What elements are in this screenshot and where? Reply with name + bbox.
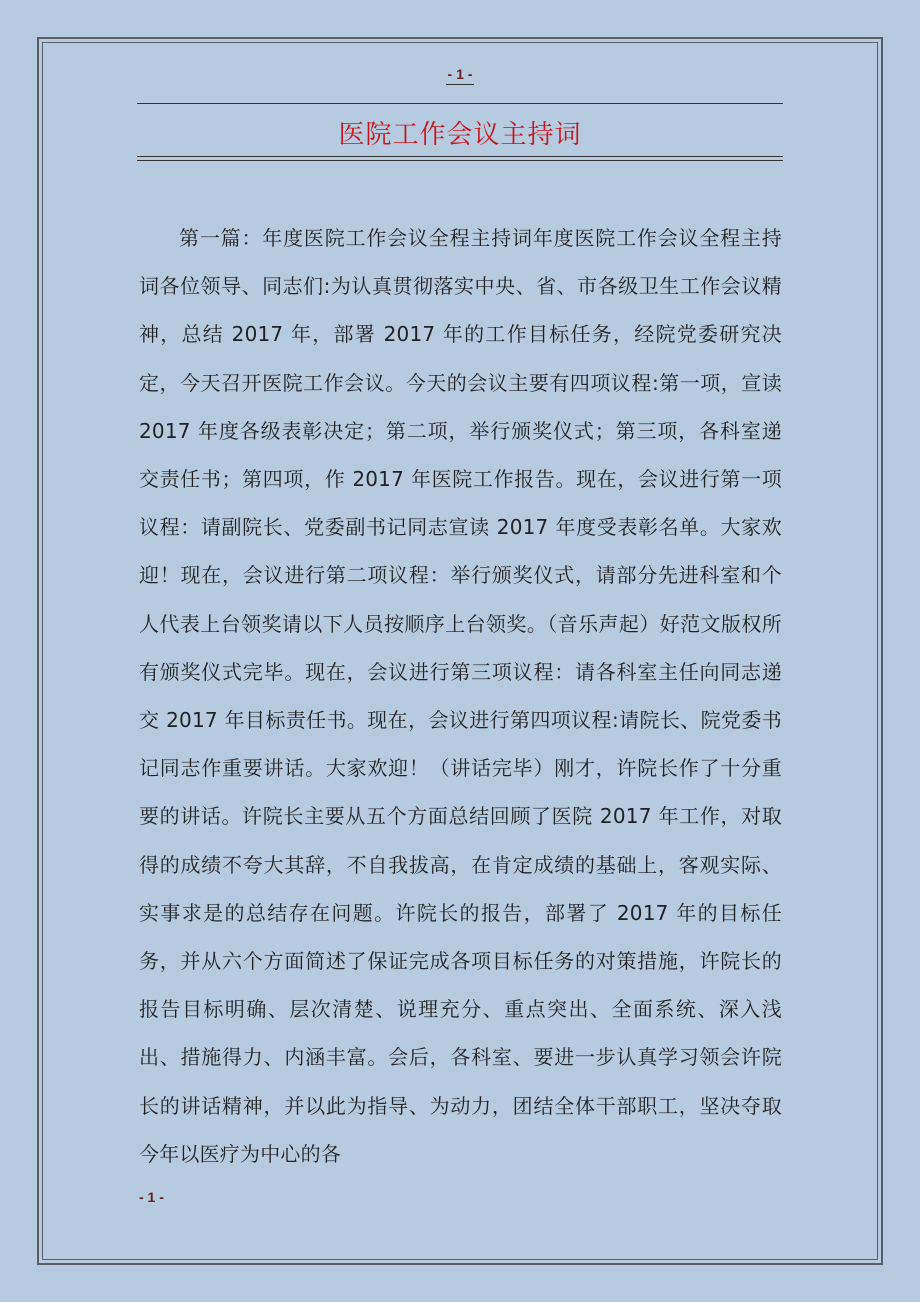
title-rule-bottom: [137, 156, 783, 161]
header-page-number-text: - 1 -: [446, 66, 475, 85]
title-rule-top: [137, 103, 783, 104]
footer-page-number: - 1 -: [139, 1189, 164, 1205]
header-page-number: [0, 66, 920, 85]
document-body: 第一篇：年度医院工作会议全程主持词年度医院工作会议全程主持词各位领导、同志们:为认真贯彻落实中央、省、市各级卫生工作会议精神，总结 2017 年，部署 2017 年的工作目标任务，经院党委研究决定，今天召开医院工作会议。今天的会议主要有四项议程:第一项，宣读 2017 年度各级表彰决定；第二项，举行颁奖仪式；第三项，各科室递交责任书；第四项，作 2017 年医院工作报告。现在，会议进行第一项议程：请副院长、党委副书记同志宣读 2017 年度受表彰名单。大家欢迎！现在，会议进行第二项议程：举行颁奖仪式，请部分先进科室和个人代表上台领奖请以下人员按顺序上台领奖。（音乐声起）好范文版权所有颁奖仪式完毕。现在，会议进行第三项议程：请各科室主任向同志递交 2017 年目标责任书。现在，会议进行第四项议程:请院长、院党委书记同志作重要讲话。大家欢迎！（讲话完毕）刚才，许院长作了十分重要的讲话。许院长主要从五个方面总结回顾了医院 2017 年工作，对取得的成绩不夸大其辞，不自我拔高，在肯定成绩的基础上，客观实际、实事求是的总结存在问题。许院长的报告，部署了 2017 年的目标任务，并从六个方面简述了保证完成各项目标任务的对策措施，许院长的报告目标明确、层次清楚、说理充分、重点突出、全面系统、深入浅出、措施得力、内涵丰富。会后，各科室、要进一步认真学习领会许院长的讲话精神，并以此为指导、为动力，团结全体干部职工，坚决夺取今年以医疗为中心的各: [139, 226, 782, 1166]
document-title: 医院工作会议主持词: [338, 120, 582, 150]
